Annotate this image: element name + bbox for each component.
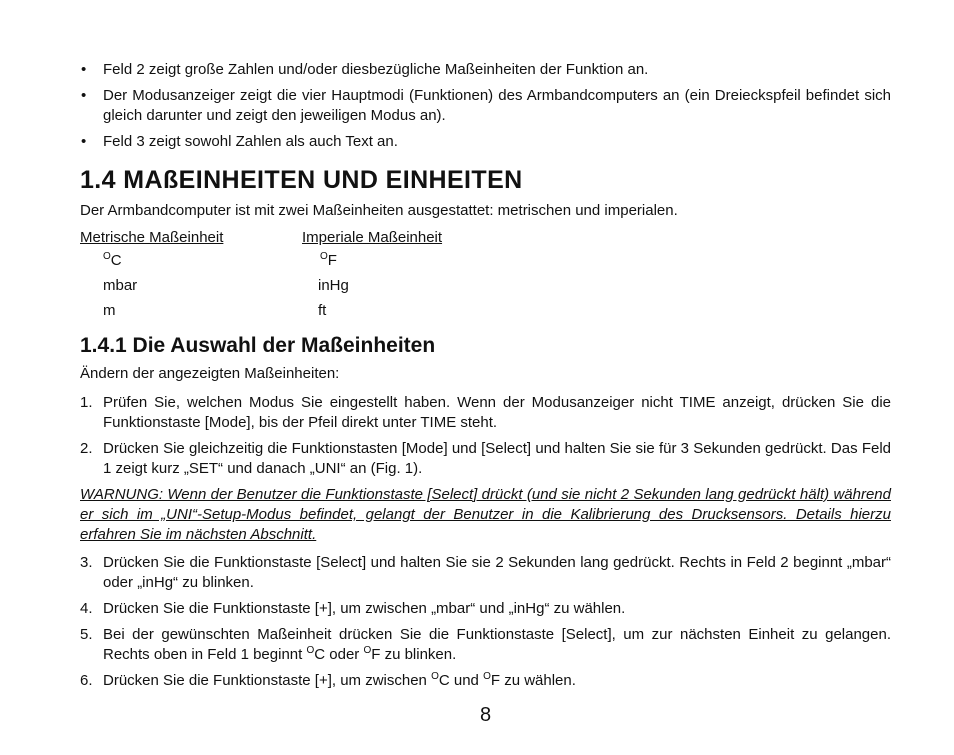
step-number: 6. — [80, 672, 93, 689]
bullet-text: Feld 3 zeigt sowohl Zahlen als auch Text an. — [103, 133, 398, 150]
step-item — [80, 625, 891, 665]
step-number: 1. — [80, 394, 93, 411]
section-intro: Der Armbandcomputer ist mit zwei Maßeinheiten ausgestattet: metrischen und imperialen. — [80, 202, 678, 219]
degree-mark: O — [363, 645, 372, 656]
bullet-text: Feld 2 zeigt große Zahlen und/oder diesbezügliche Maßeinheiten der Funktion an. — [103, 61, 649, 78]
section-heading: 1.4 MAßEINHEITEN UND EINHEITEN — [80, 166, 523, 194]
step-item — [80, 393, 891, 433]
step-number: 4. — [80, 600, 93, 617]
metric-unit-altitude: m — [103, 302, 116, 319]
bullet-marker: • — [81, 61, 87, 78]
metric-unit-pressure: mbar — [103, 277, 138, 294]
imperial-units-header: Imperiale Maßeinheit — [302, 229, 443, 246]
degree-mark: O — [306, 645, 315, 656]
subsection-heading: 1.4.1 Die Auswahl der Maßeinheiten — [80, 334, 436, 357]
display-fields-bullet-list — [80, 60, 891, 158]
step-item — [80, 671, 891, 691]
imperial-unit-fahrenheit: $^O$F — [320, 251, 337, 269]
step-text: Drücken Sie gleichzeitig die Funktionstasten [Mode] und [Select] und halten Sie sie für 3 Sekunden gedrückt. Das Feld 1 zeigt kurz „SET“ und danach „UNI“ an (Fig. 1). — [103, 440, 891, 477]
imperial-units-column — [302, 228, 522, 323]
step-item — [80, 553, 891, 593]
subsection-lead: Ändern der angezeigten Maßeinheiten: — [80, 365, 340, 382]
imperial-unit-altitude: ft — [318, 302, 327, 319]
bullet-marker: • — [81, 133, 87, 150]
step-text: Drücken Sie die Funktionstaste [Select] und halten Sie sie 2 Sekunden lang gedrückt. Rechts in Feld 2 beginnt „mbar“ oder „inHg“ zu blinken. — [103, 554, 891, 591]
step-number: 5. — [80, 626, 93, 643]
bullet-item — [80, 86, 891, 126]
step-item — [80, 439, 891, 479]
metric-units-header: Metrische Maßeinheit — [80, 229, 224, 246]
step-text: Drücken Sie die Funktionstaste [+], um zwischen $^O$C und $^O$F zu wählen. — [103, 671, 576, 689]
step-number: 2. — [80, 440, 93, 457]
metric-units-column — [80, 228, 300, 323]
bullet-item — [80, 60, 891, 80]
bullet-marker: • — [81, 87, 87, 104]
step-text: Bei der gewünschten Maßeinheit drücken Sie die Funktionstaste [Select], um zur nächsten Einheit zu gelangen. Rechts oben in Feld 1 beginnt $^O$C oder $^O$F zu blinken. — [103, 626, 891, 663]
step-number: 3. — [80, 554, 93, 571]
page-number: 8 — [479, 704, 492, 726]
warning-note: WARNUNG: Wenn der Benutzer die Funktionstaste [Select] drückt (und sie nicht 2 Sekunden lang gedrückt hält) während er sich im „UNI“-Setup-Modus befindet, gelangt der Benutzer in die Kalibrierung des Drucksensors. Details hierzu erfahren Sie im nächsten Abschnitt. — [80, 486, 891, 543]
steps-list-part-1 — [80, 393, 891, 485]
degree-mark: O — [431, 671, 439, 682]
degree-mark: O — [320, 251, 328, 262]
steps-list-part-2 — [80, 553, 891, 697]
bullet-text: Der Modusanzeiger zeigt die vier Hauptmodi (Funktionen) des Armbandcomputers an (ein Dreieckspfeil befindet sich gleich darunter und zeigt den jeweiligen Modus an). — [103, 87, 891, 124]
degree-mark: O — [103, 251, 111, 262]
imperial-unit-pressure: inHg — [318, 277, 349, 294]
degree-mark: O — [483, 671, 491, 682]
metric-unit-celsius: $^O$C — [103, 251, 122, 269]
step-item — [80, 599, 891, 619]
step-text: Drücken Sie die Funktionstaste [+], um zwischen „mbar“ und „inHg“ zu wählen. — [103, 600, 626, 617]
bullet-item — [80, 132, 891, 152]
step-text: Prüfen Sie, welchen Modus Sie eingestellt haben. Wenn der Modusanzeiger nicht TIME anzeigt, drücken Sie die Funktionstaste [Mode], bis der Pfeil direkt unter TIME steht. — [103, 394, 891, 431]
